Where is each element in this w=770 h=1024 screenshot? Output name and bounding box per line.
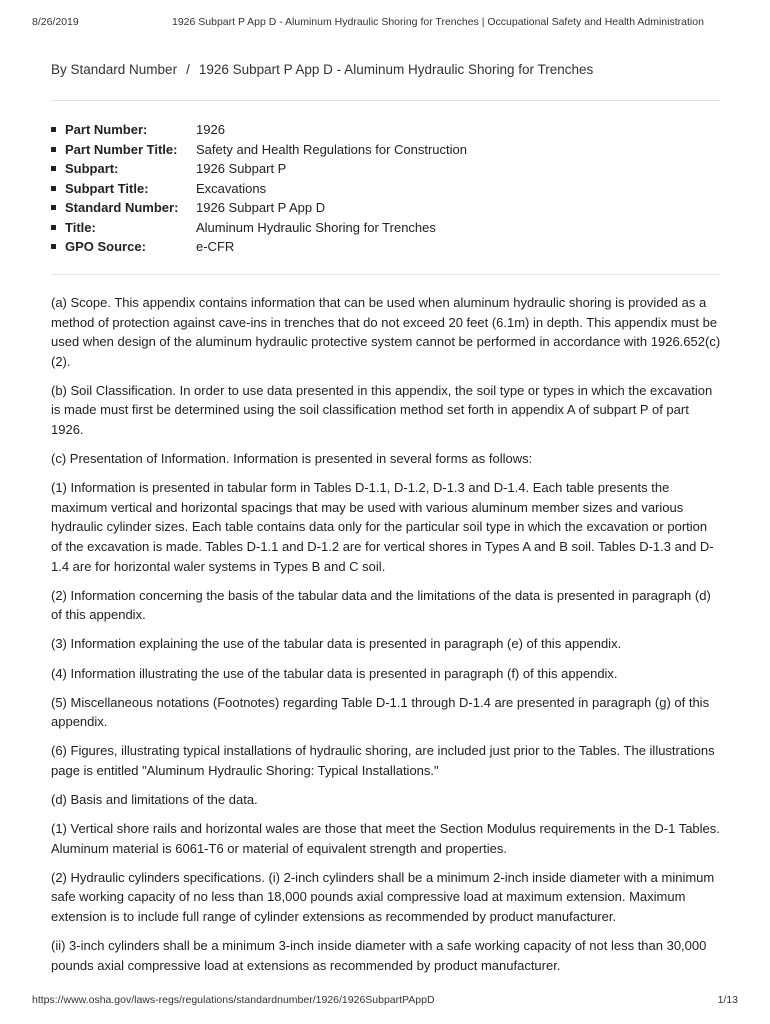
meta-item bbox=[51, 218, 721, 238]
meta-value: Excavations bbox=[196, 180, 267, 196]
breadcrumb-separator: / bbox=[186, 62, 190, 77]
meta-label: Standard Number: bbox=[65, 200, 179, 215]
paragraph-d-2-ii: (ii) 3-inch cylinders shall be a minimum 3-inch inside diameter with a safe working capacity of not less than 30,000 pounds axial compressive load at extensions as recommended by product manufacturer. bbox=[51, 938, 707, 973]
meta-value: 1926 bbox=[196, 122, 225, 137]
bullet-icon bbox=[51, 237, 65, 257]
paragraph-d-2: (2) Hydraulic cylinders specifications. (i) 2-inch cylinders shall be a minimum 2-inch inside diameter with a minimum safe working capacity of no less than 18,000 pounds axial compressive load at maximum extension. Maximum extension is to include full range of cylinder extensions as recommended by product manufacturer. bbox=[51, 869, 715, 924]
paragraph-b-soil-classification: (b) Soil Classification. In order to use data presented in this appendix, the soil type or types in which the excavation is made must first be determined using the soil classification method set forth in appendix A of subpart P of part 1926. bbox=[51, 382, 713, 438]
paragraph-d-1: (1) Vertical shore rails and horizontal wales are those that meet the Section Modulus requirements in the D-1 Tables. Aluminum material is 6061-T6 or material of equivalent strength and properties. bbox=[51, 821, 720, 856]
print-date: 8/26/2019 bbox=[32, 16, 79, 28]
meta-value: Safety and Health Regulations for Construction bbox=[196, 141, 467, 157]
paragraph-c-4: (4) Information illustrating the use of the tabular data is presented in paragraph (f) of this appendix. bbox=[51, 665, 618, 681]
page-number: 1/13 bbox=[717, 994, 738, 1006]
bullet-icon bbox=[51, 179, 65, 199]
print-page-title: 1926 Subpart P App D - Aluminum Hydraulic Shoring for Trenches | Occupational Safety and Health Administration bbox=[172, 16, 704, 28]
meta-item bbox=[51, 140, 721, 160]
paragraph-c-3: (3) Information explaining the use of the tabular data is presented in paragraph (e) of this appendix. bbox=[51, 636, 622, 652]
paragraph-c-presentation: (c) Presentation of Information. Information is presented in several forms as follows: bbox=[51, 451, 533, 467]
regulation-body bbox=[51, 293, 721, 985]
divider bbox=[51, 100, 720, 101]
meta-item bbox=[51, 179, 721, 199]
breadcrumb-current: 1926 Subpart P App D - Aluminum Hydraulic Shoring for Trenches bbox=[198, 62, 594, 77]
breadcrumb-link-by-standard-number[interactable]: By Standard Number bbox=[51, 62, 178, 77]
bullet-icon bbox=[51, 218, 65, 238]
breadcrumb bbox=[51, 62, 721, 77]
bullet-icon bbox=[51, 120, 65, 140]
bullet-icon bbox=[51, 140, 65, 160]
bullet-icon bbox=[51, 198, 65, 218]
print-header bbox=[32, 16, 738, 28]
paragraph-a-scope: (a) Scope. This appendix contains information that can be used when aluminum hydraulic shoring is provided as a method of protection against cave-ins in trenches that do not exceed 20 feet (6.1m) in depth. This appendix must be used when design of the aluminum hydraulic protective system cannot be performed in accordance with 1926.652(c)(2). bbox=[51, 295, 721, 369]
meta-value: e-CFR bbox=[196, 239, 235, 254]
meta-label: Title: bbox=[65, 219, 96, 235]
meta-value: Aluminum Hydraulic Shoring for Trenches bbox=[196, 219, 436, 235]
meta-item bbox=[51, 159, 721, 179]
print-footer bbox=[32, 994, 738, 1006]
paragraph-d-basis: (d) Basis and limitations of the data. bbox=[51, 791, 258, 807]
meta-item bbox=[51, 120, 721, 140]
standard-metadata-list bbox=[51, 120, 721, 257]
paragraph-c-6: (6) Figures, illustrating typical installations of hydraulic shoring, are included just prior to the Tables. The illustrations page is entitled "Aluminum Hydraulic Shoring: Typical Installations." bbox=[51, 743, 715, 778]
meta-value: 1926 Subpart P bbox=[196, 161, 287, 176]
meta-label: Part Number Title: bbox=[65, 141, 178, 157]
bullet-icon bbox=[51, 159, 65, 179]
meta-label: Subpart: bbox=[65, 161, 119, 176]
divider bbox=[51, 274, 720, 275]
meta-item bbox=[51, 198, 721, 218]
meta-item bbox=[51, 237, 721, 257]
meta-label: Part Number: bbox=[65, 122, 148, 137]
meta-label: GPO Source: bbox=[65, 239, 146, 254]
paragraph-c-2: (2) Information concerning the basis of the tabular data and the limitations of the data is presented in paragraph (d) of this appendix. bbox=[51, 587, 711, 623]
print-url: https://www.osha.gov/laws-regs/regulations/standardnumber/1926/1926SubpartPAppD bbox=[32, 994, 435, 1006]
paragraph-c-5: (5) Miscellaneous notations (Footnotes) regarding Table D-1.1 through D-1.4 are presented in paragraph (g) of this appendix. bbox=[51, 694, 710, 730]
meta-label: Subpart Title: bbox=[65, 180, 149, 196]
meta-value: 1926 Subpart P App D bbox=[196, 200, 326, 215]
paragraph-c-1: (1) Information is presented in tabular form in Tables D-1.1, D-1.2, D-1.3 and D-1.4. Each table presents the maximum vertical and horizontal spacings that may be used with various aluminum member sizes and various hydraulic cylinder sizes. Each table contains data only for the particular soil type in which the excavation or portion of the excavation is made. Tables D-1.1 and D-1.2 are for vertical shores in Types A and B soil. Tables D-1.3 and D-1.4 are for horizontal waler systems in Types B and C soil. bbox=[51, 480, 714, 574]
